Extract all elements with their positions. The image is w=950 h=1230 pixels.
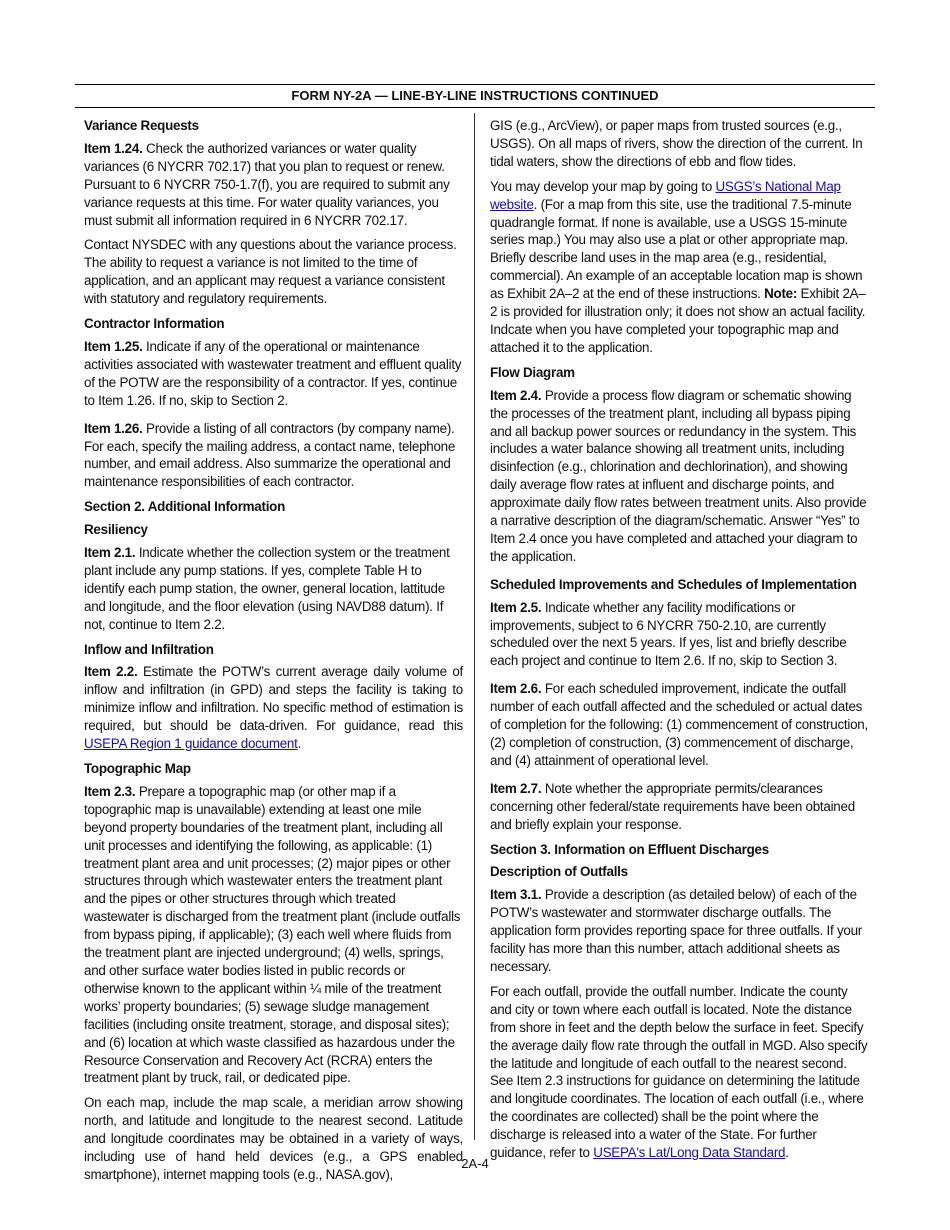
item-2-5-label: Item 2.5.	[490, 599, 542, 615]
item-1-25-label: Item 1.25.	[84, 338, 143, 354]
page-header-title: FORM NY-2A — LINE-BY-LINE INSTRUCTIONS CONTINUED	[291, 88, 659, 103]
item-3-1-paragraph	[490, 886, 869, 976]
item-1-24-paragraph	[84, 140, 463, 230]
develop-map-note-label: Note:	[764, 286, 798, 302]
item-2-6-paragraph	[490, 680, 869, 770]
develop-map-text-3: Exhibit 2A–2 is provided for illustration only; it does not show an actual facility. Indcate when you have completed your topographic map and attached it to the application.	[490, 286, 866, 355]
item-2-1-text: Indicate whether the collection system or the treatment plant include any pump stations. If yes, complete Table H to identify each pump station, the owner, general location, lattitude and longitude, and the floor elevation (using NAVD88 datum). If not, continue to Item 2.2.	[84, 545, 450, 632]
item-2-2-label: Item 2.2.	[84, 664, 138, 680]
usepa-latlong-standard-link[interactable]: USEPA's Lat/Long Data Standard	[593, 1145, 786, 1161]
item-2-2-paragraph	[84, 663, 463, 753]
flow-diagram-heading: Flow Diagram	[490, 364, 575, 380]
item-1-26-text: Provide a listing of all contractors (by company name). For each, specify the mailing address, a contact name, telephone number, and email address. Also summarize the operational and maintenance responsibilities of each contractor.	[84, 420, 456, 490]
item-2-3-text: Prepare a topographic map (or other map if a topographic map is unavailable) extending at least one mile beyond property boundaries of the treatment plant, including all unit processes and identifying the following, as applicable: (1) treatment plant area and unit processes; (2) major pipes or other structures through which wastewater enters the treatment plant and the pipes or other structures through which treated wastewater is discharged from the treatment plant (include outfalls from bypass piping, if applicable); (3) each well where fluids from the treatment plant are injected underground; (4) wells, springs, and other surface water bodies listed in public records or otherwise known to the applicant within ¼ mile of the treatment works’ property boundaries; (5) sewage sludge management facilities (including onsite treatment, storage, and disposal sites); and (6) location at which waste classified as hazardous under the Resource Conservation and Recovery Act (RCRA) enters the treatment plant by truck, rail, or dedicated pipe.	[84, 783, 461, 1086]
item-2-4-label: Item 2.4.	[490, 387, 542, 403]
item-2-4-paragraph	[490, 387, 869, 566]
page-header	[75, 84, 875, 108]
left-column	[84, 117, 463, 1191]
variance-requests-heading: Variance Requests	[84, 118, 199, 133]
item-3-1-label: Item 3.1.	[490, 887, 542, 903]
map-requirements-paragraph: On each map, include the map scale, a meridian arrow showing north, and latitude and longitude to the nearest second. Latitude and longitude coordinates may be obtained in a variety of ways, including use of hand held devices (e.g., a GPS enabled smartphone), internet mapping tools (e.g., NASA.gov),	[84, 1095, 463, 1182]
usgs-national-map-link[interactable]: USGS’s National Map website	[490, 178, 841, 212]
description-of-outfalls-heading: Description of Outfalls	[490, 864, 628, 880]
item-2-2-end: .	[297, 736, 302, 752]
item-1-26-label: Item 1.26.	[84, 420, 143, 436]
item-1-24-label: Item 1.24.	[84, 140, 143, 156]
right-column	[490, 117, 869, 1169]
section-2-heading: Section 2. Additional Information	[84, 499, 286, 515]
usepa-region1-guidance-link[interactable]: USEPA Region 1 guidance document	[84, 736, 298, 752]
item-2-1-paragraph	[84, 544, 463, 634]
contractor-information-heading: Contractor Information	[84, 316, 225, 332]
outfall-details-paragraph	[490, 983, 869, 1162]
item-2-2-text: Estimate the POTW’s current average daily volume of inflow and infiltration (in GPD) and steps the facility is taking to minimize inflow and infiltration. No specific method of estimation is required, but should be data-driven. For guidance, read this	[84, 664, 463, 734]
section-3-heading: Section 3. Information on Effluent Discharges	[490, 841, 769, 857]
item-1-26-paragraph	[84, 420, 463, 492]
scheduled-improvements-heading: Scheduled Improvements and Schedules of Implementation	[490, 576, 857, 592]
gis-paragraph: GIS (e.g., ArcView), or paper maps from trusted sources (e.g., USGS). On all maps of rivers, show the direction of the current. In tidal waters, show the directions of ebb and flow tides.	[490, 118, 863, 169]
develop-map-text-1: You may develop your map by going to	[490, 178, 716, 194]
item-2-4-text: Provide a process flow diagram or schematic showing the processes of the treatment plant, including all bypass piping and all backup power sources or redundancy in the system. This includes a water balance showing all treatment units, including disinfection (e.g., chlorination and dechlorination), and showing daily average flow rates at influent and discharge points, and approximate daily flow rates between treatment units. Also provide a narrative description of the diagram/schematic. Answer “Yes” to Item 2.4 once you have completed and attached your diagram to the application.	[490, 387, 867, 564]
item-2-5-text: Indicate whether any facility modifications or improvements, subject to 6 NYCRR 750-2.10, are currently scheduled over the next 5 years. If yes, list and briefly describe each project and continue to Item 2.6. If no, skip to Section 3.	[490, 599, 847, 669]
item-3-1-text: Provide a description (as detailed below) of each of the POTW’s wastewater and stormwater discharge outfalls. The application form provides reporting space for three outfalls. If your facility has more than this number, attach additional sheets as necessary.	[490, 887, 863, 974]
item-2-6-text: For each scheduled improvement, indicate the outfall number of each outfall affected and the scheduled or actual dates of completion for the following: (1) commencement of construction, (2) completion of construction, (3) commencement of discharge, and (4) attainment of operational level.	[490, 681, 868, 768]
item-1-24-text: Check the authorized variances or water quality variances (6 NYCRR 702.17) that you plan to request or renew. Pursuant to 6 NYCRR 750-1.7(f), you are required to submit any variance requests at this time. For water quality variances, you must submit all information required in 6 NYCRR 702.17.	[84, 140, 450, 228]
item-2-3-paragraph	[84, 783, 463, 1087]
contact-paragraph: Contact NYSDEC with any questions about the variance process. The ability to request a variance is not limited to the time of application, and an applicant may request a variance consistent with statutory and regulatory requirements.	[84, 237, 457, 307]
item-2-7-paragraph	[490, 780, 869, 834]
item-2-1-label: Item 2.1.	[84, 545, 136, 561]
item-2-7-label: Item 2.7.	[490, 780, 542, 796]
item-2-3-label: Item 2.3.	[84, 783, 136, 799]
item-1-25-text: Indicate if any of the operational or maintenance activities associated with wastewater treatment and effluent quality of the POTW are the responsibility of a contractor. If yes, continue to Item 1.26. If no, skip to Section 2.	[84, 338, 462, 408]
develop-map-paragraph	[490, 178, 869, 357]
inflow-infiltration-heading: Inflow and Infiltration	[84, 641, 214, 657]
item-2-7-text: Note whether the appropriate permits/clearances concerning other federal/state requirements have been obtained and briefly explain your response.	[490, 780, 855, 832]
item-1-25-paragraph	[84, 338, 463, 410]
page-number: 2A-4	[461, 1156, 489, 1171]
outfall-details-text: For each outfall, provide the outfall number. Indicate the county and city or town where each outfall is located. Note the distance from shore in feet and the depth below the surface in feet. Specify the average daily flow rate through the outfall in MGD. Also specify the latitude and longitude of each outfall to the nearest second. See Item 2.3 instructions for guidance on determining the latitude and longitude coordinates. The location of each outfall (i.e., where the coordinates are collected) shall be the point where the discharge is released into a water of the State. For further guidance, refer to	[490, 983, 868, 1161]
develop-map-text-2: . (For a map from this site, use the traditional 7.5-minute quadrangle format. If none is available, use a USGS 15-minute series map.) You may also use a plat or other appropriate map. Briefly describe land uses in the map area (e.g., residential, commercial). An example of an acceptable location map is shown as Exhibit 2A–2 at the end of these instructions.	[490, 196, 863, 302]
item-2-5-paragraph	[490, 599, 869, 671]
column-divider	[474, 113, 475, 1140]
resiliency-heading: Resiliency	[84, 522, 148, 538]
item-2-6-label: Item 2.6.	[490, 681, 542, 697]
topographic-map-heading: Topographic Map	[84, 761, 191, 776]
outfall-details-end: .	[785, 1145, 789, 1161]
